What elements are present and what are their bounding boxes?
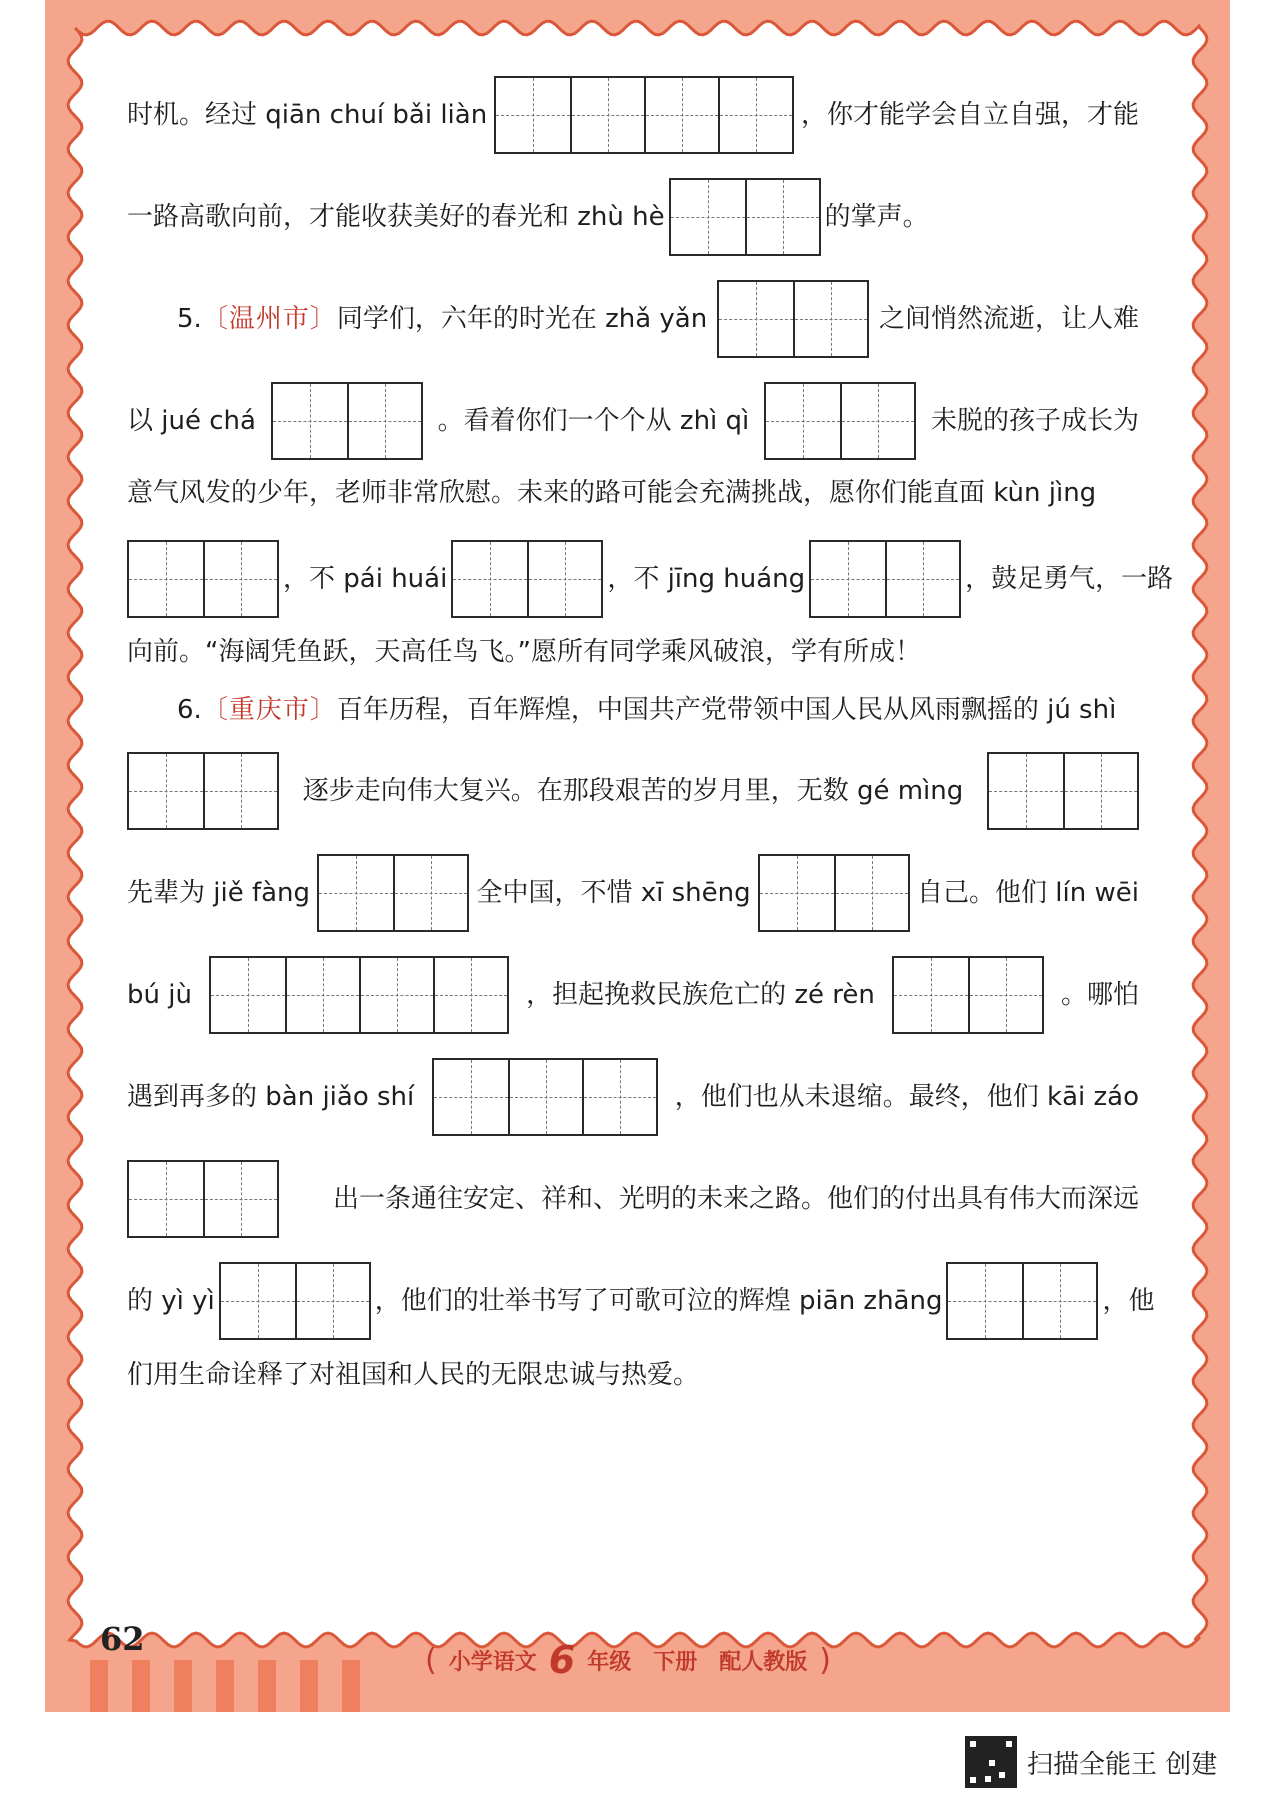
book-footer-label: ( 小学语文 6 年级 下册 配人教版 ) bbox=[425, 1638, 831, 1682]
answer-box-ge-ming[interactable] bbox=[987, 752, 1139, 830]
volume-label: 下册 bbox=[653, 1649, 698, 1675]
text-line-9: 逐步走向伟大复兴。在那段艰苦的岁月里，无数 gé mìng bbox=[127, 752, 1139, 830]
text-line-3: 5.〔温州市〕同学们，六年的时光在 zhǎ yǎn 之间悄然流逝，让人难 bbox=[127, 280, 1139, 358]
grade-number: 6 bbox=[548, 1638, 576, 1682]
text-line-6: ，不 pái huái ，不 jīng huáng ，鼓足勇气，一路 bbox=[127, 540, 1139, 618]
answer-box-zhi-qi[interactable] bbox=[764, 382, 916, 460]
subject-label: 小学语文 bbox=[448, 1649, 537, 1675]
answer-box-xi-sheng[interactable] bbox=[758, 854, 910, 932]
text-line-4: 以 jué chá 。看着你们一个个从 zhì qì 未脱的孩子成长为 bbox=[127, 382, 1139, 460]
answer-box-yi-yi[interactable] bbox=[219, 1262, 371, 1340]
answer-box-ban-jiao-shi[interactable] bbox=[432, 1058, 658, 1136]
region-tag: 〔重庆市〕 bbox=[201, 695, 337, 725]
text-line-5: 意气风发的少年，老师非常欣慰。未来的路可能会充满挑战，愿你们能直面 kùn jìng bbox=[127, 478, 1097, 508]
text-line-13: 出一条通往安定、祥和、光明的未来之路。他们的付出具有伟大而深远 bbox=[127, 1160, 1139, 1238]
answer-box-jie-fang[interactable] bbox=[317, 854, 469, 932]
answer-box-ze-ren[interactable] bbox=[892, 956, 1044, 1034]
answer-box-zha-yan[interactable] bbox=[717, 280, 869, 358]
text-line-10: 先辈为 jiě fàng 全中国，不惜 xī shēng 自己。他们 lín wēi bbox=[127, 854, 1139, 932]
answer-box-qian-chui-bai-lian[interactable] bbox=[494, 76, 794, 154]
text-line-11: bú jù ，担起挽救民族危亡的 zé rèn 。哪怕 bbox=[127, 956, 1139, 1034]
region-tag: 〔温州市〕 bbox=[201, 304, 337, 334]
qr-code-icon bbox=[965, 1736, 1017, 1788]
text-line-1: 时机。经过 qiān chuí bǎi liàn ，你才能学会自立自强，才能 bbox=[127, 76, 1139, 154]
text-line-12: 遇到再多的 bàn jiǎo shí ，他们也从未退缩。最终，他们 kāi záo bbox=[127, 1058, 1139, 1136]
edition-label: 配人教版 bbox=[719, 1649, 808, 1675]
answer-box-kai-zao[interactable] bbox=[127, 1160, 279, 1238]
text-line-8: 6.〔重庆市〕百年历程，百年辉煌，中国共产党带领中国人民从风雨飘摇的 jú shì bbox=[177, 695, 1117, 725]
page-number: 62 bbox=[100, 1620, 145, 1658]
answer-box-pai-huai[interactable] bbox=[451, 540, 603, 618]
answer-box-jing-huang[interactable] bbox=[809, 540, 961, 618]
text-line-15: 们用生命诠释了对祖国和人民的无限忠诚与热爱。 bbox=[127, 1360, 700, 1390]
answer-box-jue-cha[interactable] bbox=[271, 382, 423, 460]
text-line-2: 一路高歌向前，才能收获美好的春光和 zhù hè 的掌声。 bbox=[127, 178, 1139, 256]
answer-box-zhu-he[interactable] bbox=[669, 178, 821, 256]
answer-box-lin-wei-bu-ju[interactable] bbox=[209, 956, 509, 1034]
decorative-stripes bbox=[90, 1660, 380, 1712]
text-line-7: 向前。“海阔凭鱼跃，天高任鸟飞。”愿所有同学乘风破浪，学有所成！ bbox=[127, 637, 921, 667]
exercise-content bbox=[75, 30, 1190, 1630]
scanner-watermark bbox=[965, 1736, 1217, 1788]
text-line-14: 的 yì yì ，他们的壮举书写了可歌可泣的辉煌 piān zhāng ，他 bbox=[127, 1262, 1139, 1340]
question-number: 6. bbox=[177, 695, 202, 725]
answer-box-ju-shi[interactable] bbox=[127, 752, 279, 830]
question-number: 5. bbox=[177, 304, 202, 334]
answer-box-kun-jing[interactable] bbox=[127, 540, 279, 618]
grade-label: 年级 bbox=[587, 1649, 632, 1675]
watermark-text: 扫描全能王 创建 bbox=[1027, 1749, 1218, 1780]
answer-box-pian-zhang[interactable] bbox=[946, 1262, 1098, 1340]
